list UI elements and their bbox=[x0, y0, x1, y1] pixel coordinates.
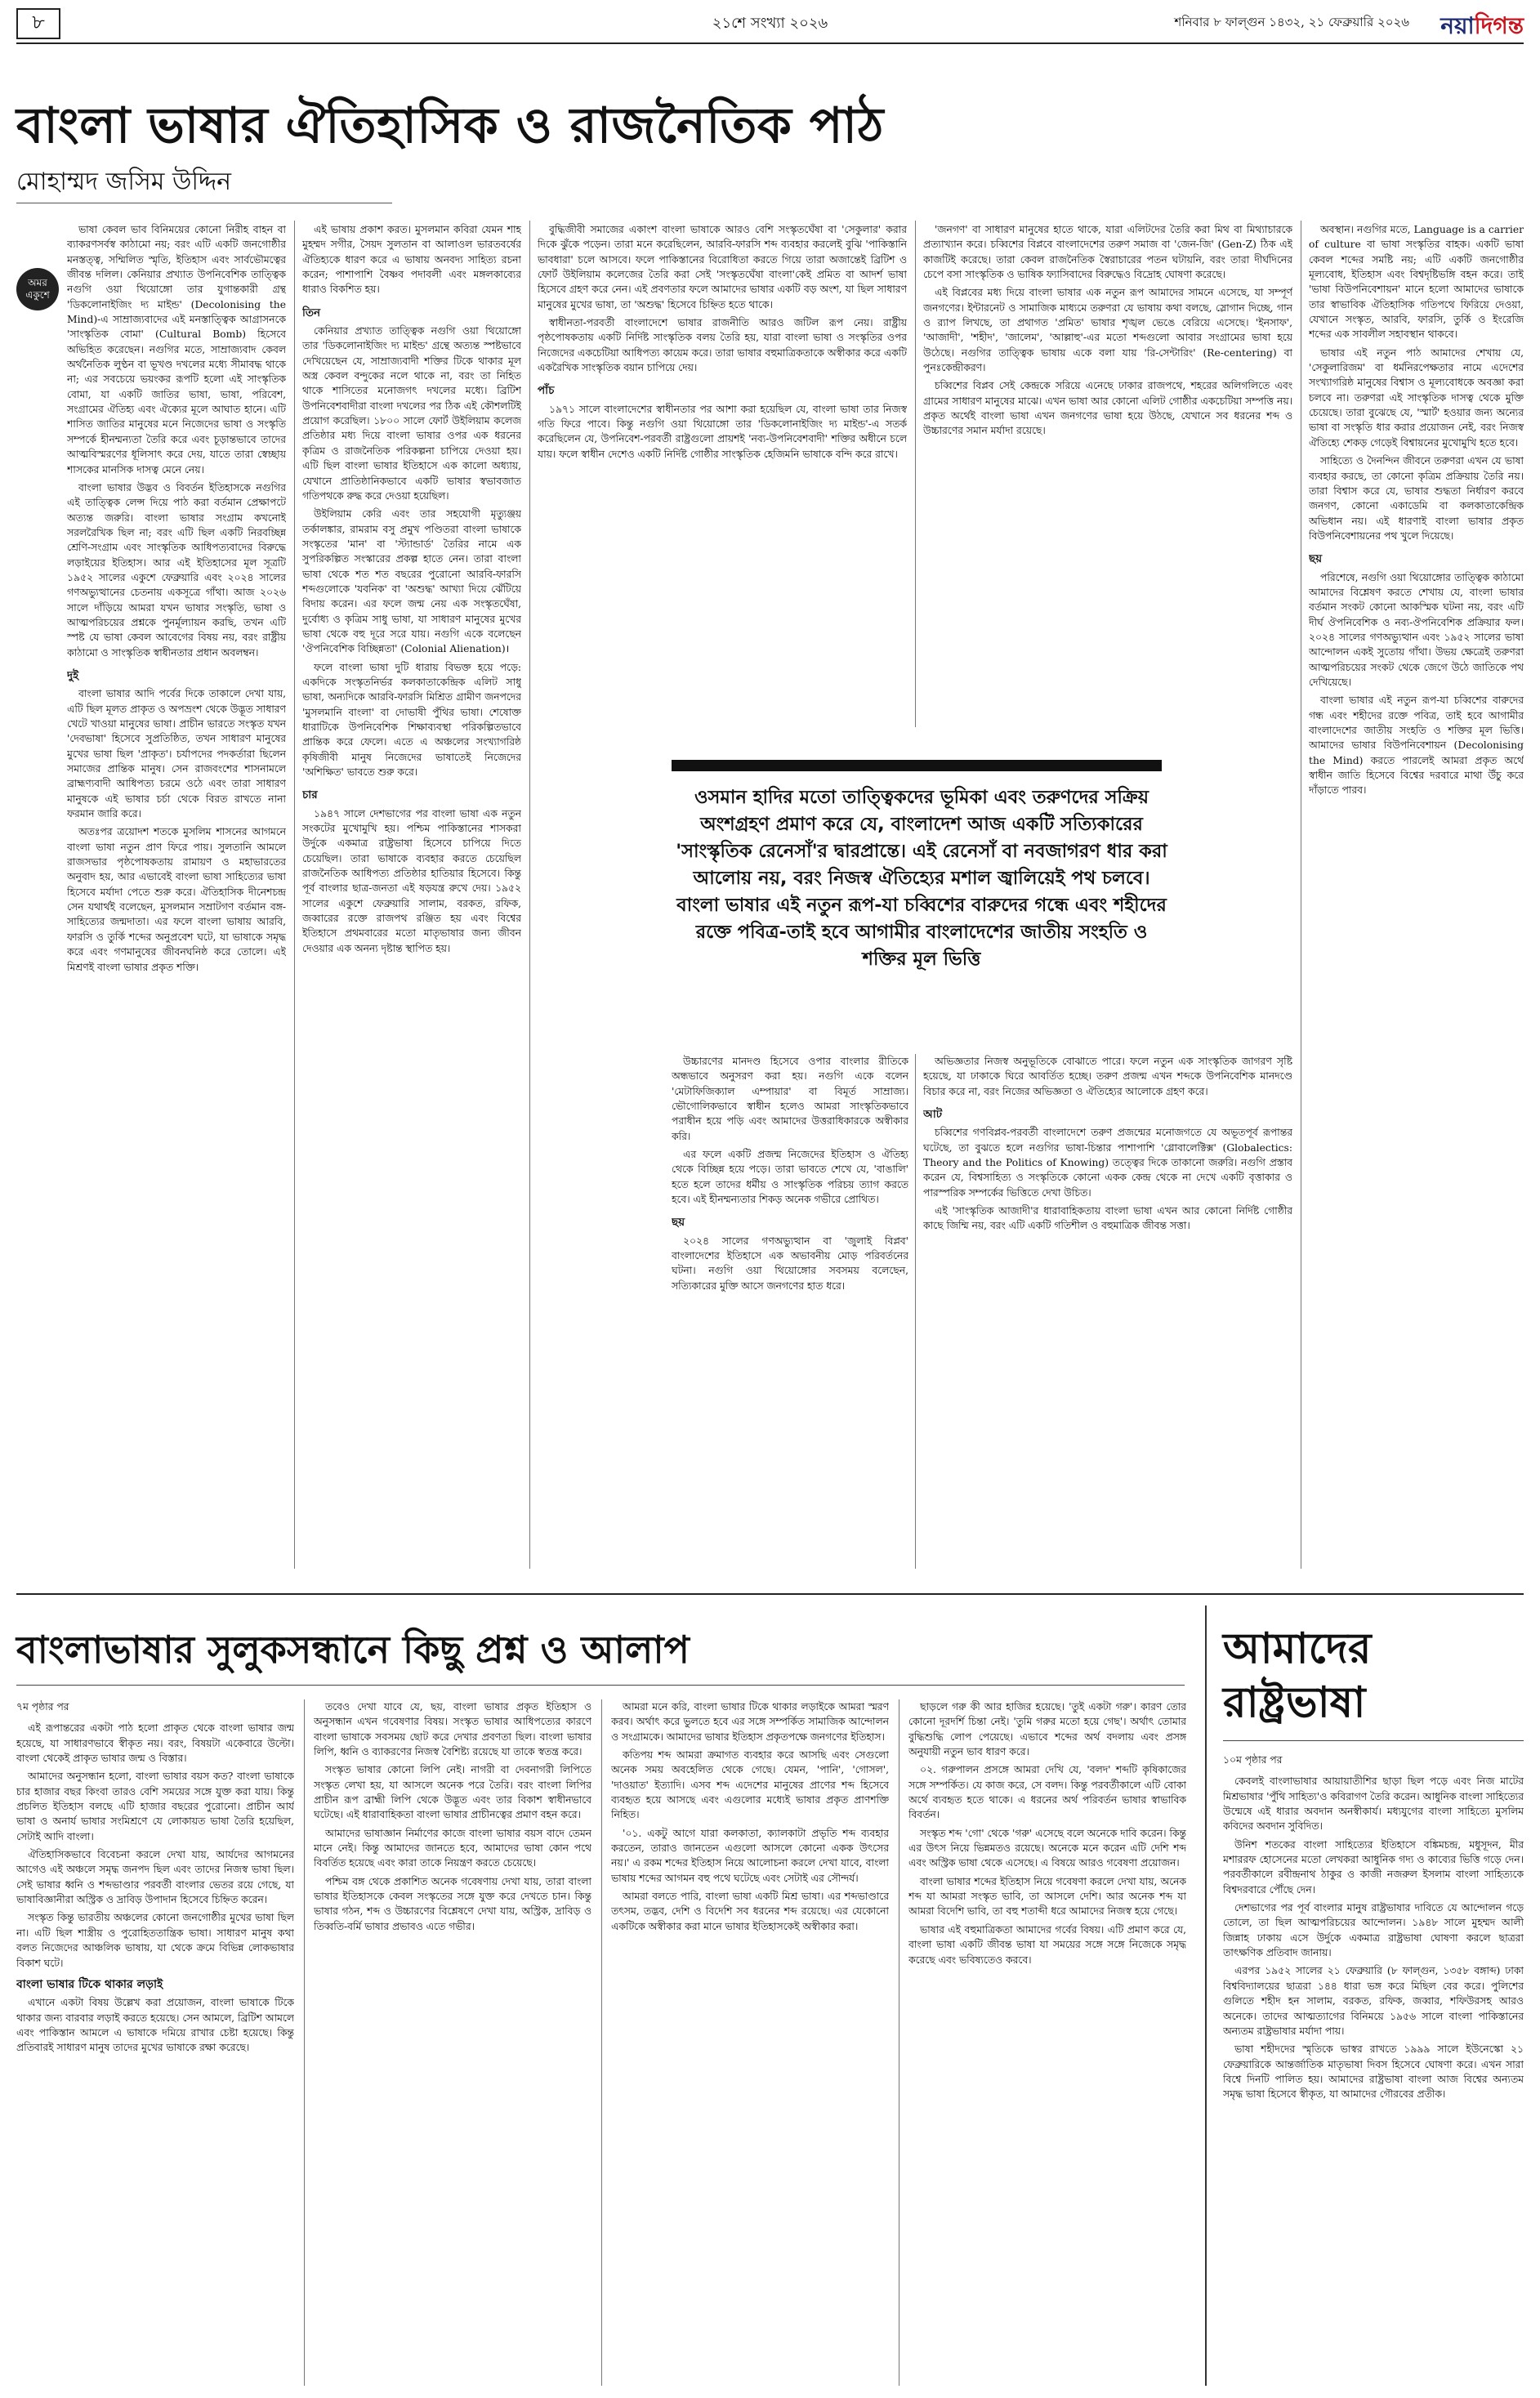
article1-column-5 bbox=[1309, 222, 1524, 1574]
paragraph: স্বাধীনতা-পরবর্তী বাংলাদেশে ভাষার রাজনীতি আরও জটিল রূপ নেয়। রাষ্ট্রীয় পৃষ্ঠপোষকতায় একটি নির্দিষ্ট সাংস্কৃতিক বলয় তৈরি হয়, যারা বাংলা ভাষা ও সংস্কৃতির ওপর নিজেদের একচেটিয়া আধিপত্য কায়েম করে। তারা ভাষার বহুমাত্রিকতাকে অস্বীকার করে একটি একরৈখিক সাংস্কৃতিক বয়ান চাপিয়ে দেয়। bbox=[538, 317, 907, 374]
article2-column-2 bbox=[314, 1699, 591, 2386]
column-divider bbox=[304, 1699, 305, 2386]
paragraph: সাহিত্যে ও দৈনন্দিন জীবনে তরুণরা এখন যে ভাষা ব্যবহার করছে, তা কোনো কৃত্রিম প্রক্রিয়ায় তৈরি নয়। তারা বিশ্বাস করে যে, ভাষার শুদ্ধতা নির্ধারণ করবে জনগণ, কোনো একাডেমি বা কলকাতাকেন্দ্রিক অভিধান নয়। এই ধারণাই বাংলা ভাষার প্রকৃত বিউপনিবেশায়নের পথ খুলে দিয়েছে। bbox=[1309, 455, 1524, 542]
column-divider bbox=[529, 221, 530, 1569]
section-number: আট bbox=[923, 1108, 943, 1122]
column-divider bbox=[915, 1054, 916, 1569]
paragraph: উইলিয়াম কেরি এবং তার সহযোগী মৃত্যুঞ্জয় তর্কালঙ্কার, রামরাম বসু প্রমুখ পণ্ডিতরা বাংলা ভাষাকে সংস্কৃতের 'মান' বা 'স্ট্যান্ডার্ড' তৈরির নামে এক সুপরিকল্পিত সংস্কারের প্রকল্প হাতে নেন। তারা বাংলা ভাষা থেকে শত শত বছরের পুরোনো আরবি-ফারসি শব্দগুলোকে 'যবনিক' বা 'অশুদ্ধ' আখ্যা দিয়ে ঝেঁটিয়ে বিদায় করেন। এর ফলে জন্ম নেয় এক সংস্কৃতঘেঁষা, দুর্বোধ্য ও কৃত্রিম সাধু ভাষা, যা সাধারণ মানুষের মুখের ভাষা থেকে বহু দূরে সরে যায়। নগুগি একে বলেছেন 'ঔপনিবেশিক বিচ্ছিন্নতা' (Colonial Alienation)। bbox=[302, 508, 521, 655]
article1-column-4 bbox=[923, 222, 1292, 721]
paragraph: উচ্চারণের মানদণ্ড হিসেবে ওপার বাংলার রীতিকে অন্ধভাবে অনুসরণ করা হয়। নগুগি একে বলেন 'মেটাফিজিক্যাল এম্পায়ার' বা বিমূর্ত সাম্রাজ্য। ভৌগোলিকভাবে স্বাধীন হলেও আমরা সাংস্কৃতিকভাবে পরাধীন হয়ে পড়ি এবং আমাদের উত্তরাধিকারকে অস্বীকার করি। bbox=[672, 1056, 908, 1142]
section-number: তিন bbox=[302, 306, 321, 319]
issue-label: ২১শে সংখ্যা ২০২৬ bbox=[712, 15, 828, 32]
subheading: বাংলা ভাষার টিকে থাকার লড়াই bbox=[16, 1977, 163, 1991]
article1-column-3-lower bbox=[672, 1054, 908, 1573]
paragraph: কতিপয় শব্দ আমরা ক্রমাগত ব্যবহার করে আসছি এবং সেগুলো অনেক সময় অবহেলিত থেকে গেছে। যেমন, 'পানি', 'গোসল', 'দাওয়াত' ইত্যাদি। এসব শব্দ এদেশের মানুষের প্রাণের শব্দ হিসেবে ব্যবহৃত হয়ে আসছে এবং এগুলোর মধ্যেই ভাষার প্রকৃত প্রাণশক্তি নিহিত। bbox=[611, 1749, 889, 1821]
paragraph: ১৯৭১ সালে বাংলাদেশের স্বাধীনতার পর আশা করা হয়েছিল যে, বাংলা ভাষা তার নিজস্ব গতি ফিরে পাবে। কিন্তু নগুগি ওয়া থিয়োঙ্গো তার 'ডিকলোনাইজিং দ্য মাইন্ড'-এ সতর্ক করেছিলেন যে, উপনিবেশ-পরবর্তী রাষ্ট্রগুলো প্রায়শই 'নব্য-উপনিবেশবাদী' শক্তির অধীনে চলে যায়। ফলে স্বাধীন দেশেও একটি নির্দিষ্ট গোষ্ঠীর সাংস্কৃতিক হেজিমনি ভাষাকে বন্দি করে রাখে। bbox=[538, 403, 907, 460]
paragraph: তবেও দেখা যাবে যে, ছয়, বাংলা ভাষার প্রকৃত ইতিহাস ও অনুসন্ধান এখন গবেষণার বিষয়। সংস্কৃত ভাষার আধিপত্যের কারণে বাংলা ভাষাকে সবসময় ছোট করে দেখার প্রবণতা ছিল। বাংলা ভাষার লিপি, ধ্বনি ও ব্যাকরণের নিজস্ব বৈশিষ্ট্য রয়েছে যা তাকে স্বতন্ত্র করে। bbox=[314, 1701, 591, 1758]
amar-ekushe-badge: অমর একুশে bbox=[16, 268, 59, 310]
pull-quote: ওসমান হাদির মতো তাত্ত্বিকদের ভূমিকা এবং তরুণদের সক্রিয় অংশগ্রহণ প্রমাণ করে যে, বাংলাদেশ আজ একটি সত্যিকারের 'সাংস্কৃতিক রেনেসাঁ'র দ্বারপ্রান্তে। এই রেনেসাঁ বা নবজাগরণ ধার করা আলোয় নয়, বরং নিজস্ব ঐতিহ্যের মশাল জ্বালিয়েই পথ চলবে। বাংলা ভাষার এই নতুন রূপ-যা চব্বিশের বারুদের গন্ধে এবং শহীদের রক্তে পবিত্র-তাই হবে আগামীর বাংলাদেশের জাতীয় সংহতি ও শক্তির মূল ভিত্তি bbox=[676, 787, 1167, 970]
paragraph: উনিশ শতকের বাংলা সাহিত্যের ইতিহাসে বঙ্কিমচন্দ্র, মধুসূদন, মীর মশাররফ হোসেনের মতো লেখকরা আধুনিক গদ্য ও কাব্যের ভিত্তি গড়ে দেন। পরবর্তীকালে রবীন্দ্রনাথ ঠাকুর ও কাজী নজরুল ইসলাম বাংলা সাহিত্যকে বিশ্বদরবারে পৌঁছে দেন। bbox=[1223, 1838, 1524, 1896]
date-label: শনিবার ৮ ফাল্গুন ১৪৩২, ২১ ফেব্রুয়ারি ২০২৬ bbox=[1174, 15, 1409, 29]
section-number: ছয় bbox=[1309, 552, 1323, 566]
article2-column-1 bbox=[16, 1699, 294, 2386]
paragraph: ভাষা কেবল ভাব বিনিময়ের কোনো নিরীহ বাহন বা ব্যাকরণসর্বস্ব কাঠামো নয়; বরং এটি একটি জনগোষ্ঠীর মনস্তত্ত্ব, সম্মিলিত স্মৃতি, ইতিহাস এবং সার্বভৌমত্বের জীবন্ত দলিল। কেনিয়ার প্রখ্যাত উপনিবেশিক তাত্ত্বিক নগুগি ওয়া থিয়োঙ্গো তার যুগান্তকারী গ্রন্থ 'ডিকলোনাইজিং দ্য মাইন্ড' (Decolonising the Mind)-এ সাম্রাজ্যবাদের এই মনস্তাত্ত্বিক আগ্রাসনকে 'সাংস্কৃতিক বোমা' (Cultural Bomb) হিসেবে অভিহিত করেছেন। নগুগির মতে, সাম্রাজ্যবাদ কেবল অর্থনৈতিক লুণ্ঠন বা ভূখণ্ড দখলের মধ্যে সীমাবদ্ধ থাকে না; এর সবচেয়ে ভয়ংকর রূপটি হলো এই সাংস্কৃতিক বোমা, যা একটি জাতির ভাষা, ভাষা, পরিবেশ, সংগ্রামের ঐতিহ্য এবং ঐক্যের মূলে আঘাত হানে। এটি শাসিত জাতির মানুষের মনে নিজেদের ভাষা ও সংস্কৃতি সম্পর্কে হীনম্মন্যতা তৈরি করে এবং চূড়ান্তভাবে তাদের আত্মবিস্মরণের ধূলিসাৎ করে দেয়, যাতে তারা স্বেচ্ছায় শাসকের মানসিক দাসত্ব মেনে নেয়। bbox=[67, 224, 286, 476]
article1-column-3 bbox=[538, 222, 907, 721]
paragraph: কেবলই বাংলাভাষার আয়ায়াতীশির ছাড়া ছিল পড়ে এবং নিজ মাটের মিশ্রভাষার 'পুঁথি সাহিত্য'ও কবিরাগণ তৈরি করেন। আধুনিক বাংলা সাহিত্যের উন্মেষে এই ধারার অবদান অনস্বীকার্য। মধ্যযুগের বাংলা সাহিত্যে মুসলিম কবিদের অবদান সুবিদিত। bbox=[1223, 1775, 1524, 1833]
paragraph: ০২. গরুপালন প্রসঙ্গে আমরা দেখি যে, 'বলদ' শব্দটি কৃষিকাজের সঙ্গে সম্পর্কিত। যে কাজ করে, সে বলদ। কিন্তু পরবর্তীকালে এটি বোকা অর্থে ব্যবহৃত হতে থাকে। এ ধরনের অর্থ পরিবর্তন ভাষার স্বাভাবিক বিবর্তন। bbox=[908, 1764, 1186, 1821]
article3-headline: আমাদের রাষ্ট্রভাষা bbox=[1223, 1624, 1372, 1727]
article2-column-3 bbox=[611, 1699, 889, 2386]
paragraph: অতঃপর ত্রয়োদশ শতকে মুসলিম শাসনের আগমনে বাংলা ভাষা নতুন প্রাণ ফিরে পায়। সুলতানি আমলে রাজসভার পৃষ্ঠপোষকতায় রামায়ণ ও মহাভারতের অনুবাদ হয়, আর এভাবেই বাংলা ভাষা সাহিত্যের ভাষা হিসেবে মর্যাদা পেতে শুরু করে। ঐতিহাসিক দীনেশচন্দ্র সেন যথার্থই বলেছেন, মুসলমান সম্রাটগণ বর্তমান বঙ্গ-সাহিত্যের জন্মদাতা। এর ফলে বাংলা ভাষায় আরবি, ফারসি ও তুর্কি শব্দের অনুপ্রবেশ ঘটে, যা ভাষাকে সমৃদ্ধ করে এবং গণমানুষের জীবনঘনিষ্ঠ করে তোলে। এই মিশ্রণই বাংলা ভাষার প্রকৃত শক্তি। bbox=[67, 826, 286, 973]
article1-column-4-lower bbox=[923, 1054, 1292, 1573]
paragraph: বাংলা ভাষার আদি পর্বের দিকে তাকালে দেখা যায়, এটি ছিল মূলত প্রাকৃত ও অপভ্রংশ থেকে উদ্ভূত সাধারণ খেটে খাওয়া মানুষের ভাষা। প্রাচীন ভারতে সংস্কৃত যখন 'দেবভাষা' হিসেবে সুপ্রতিষ্ঠিত, তখন সাধারণ মানুষের মুখের ভাষা ছিল 'প্রাকৃত'। চর্যাপদের পদকর্তারা ছিলেন সমাজের প্রান্তিক মানুষ। সেন রাজবংশের শাসনামলে ব্রাহ্মণ্যবাদী আধিপত্য চরমে ওঠে এবং তারা সাধারণ মানুষকে এই ভাষার চর্চা থেকে বিরত রাখতে নানা ফরমান জারি করে। bbox=[67, 688, 286, 820]
paragraph: এই বিপ্লবের মধ্য দিয়ে বাংলা ভাষার এক নতুন রূপ আমাদের সামনে এসেছে, যা সম্পূর্ণ জনগণের। ইন্টারনেট ও সামাজিক মাধ্যমে তরুণরা যে ভাষায় কথা বলছে, স্লোগান দিচ্ছে, গান ও র‍্যাপ লিখছে, তা প্রথাগত 'প্রমিত' ভাষার শৃঙ্খল ভেঙে বেরিয়ে এসেছে। 'ইনসাফ', 'আজাদী', 'শহীদ', 'জালেম', 'আল্লাহু'-এর মতো শব্দগুলো আবার সংগ্রামের ভাষা হয়ে উঠেছে। নগুগির তাত্ত্বিক ভাষায় একে বলা যায় 'রি-সেন্টারিং' (Re-centering) বা পুনঃকেন্দ্রীকরণ। bbox=[923, 287, 1292, 374]
section-number: দুই bbox=[67, 668, 79, 682]
paragraph: অবস্থান। নগুগির মতে, Language is a carrier of culture বা ভাষা সংস্কৃতির বাহক। একটি ভাষা কেবল শব্দের সমষ্টি নয়; এটি একটি জনগোষ্ঠীর মূল্যবোধ, ইতিহাস এবং বিশ্বদৃষ্টিভঙ্গি বহন করে। তাই 'ভাষা বিউপনিবেশায়ন' মানে হলো আমাদের ভাষাকে তার স্বাভাবিক ঐতিহাসিক গতিপথে ফিরিয়ে দেওয়া, যেখানে সংস্কৃত, আরবি, ফারসি, তুর্কি ও ইংরেজি শব্দের এক সাবলীল সহাবস্থান থাকবে। bbox=[1309, 224, 1524, 341]
paragraph: ভাষার এই নতুন পাঠ আমাদের শেখায় যে, 'সেকুলারিজম' বা ধর্মনিরপেক্ষতার নামে এদেশের সংখ্যাগরিষ্ঠ মানুষের বিশ্বাস ও মূল্যবোধকে অবজ্ঞা করা চলবে না। তরুণরা এই সাংস্কৃতিক দাসত্ব থেকে মুক্তি চেয়েছে। তারা বুঝেছে যে, 'স্মার্ট' হওয়ার জন্য অন্যের ভাষা বা সংস্কৃতি ধার করার প্রয়োজন নেই, বরং নিজস্ব ঐতিহ্যে শেকড় গেড়েই বিশ্বায়নের মুখোমুখি হতে হবে। bbox=[1309, 346, 1524, 449]
section-number: চার bbox=[302, 788, 318, 802]
headline-rule bbox=[16, 1685, 1185, 1686]
paragraph: পশ্চিম বঙ্গ থেকে প্রকাশিত অনেক গবেষণায় দেখা যায়, তারা বাংলা ভাষার ইতিহাসকে কেবল সংস্কৃতের সঙ্গে যুক্ত করে দেখতে চান। কিন্তু ভাষার গঠন, শব্দ ও উচ্চারণের বিশ্লেষণে দেখা যায়, অস্ট্রিক, দ্রাবিড় ও তিব্বতি-বর্মি ভাষার প্রভাবও এতে গভীর। bbox=[314, 1875, 591, 1932]
paragraph: ২০২৪ সালের গণঅভ্যুত্থান বা 'জুলাই বিপ্লব' বাংলাদেশের ইতিহাসে এক অভাবনীয় মোড় পরিবর্তনের ঘটনা। নগুগি ওয়া থিয়োঙ্গোর সবসময় বলেছেন, সত্যিকারের মুক্তি আসে জনগণের হাত ধরে। bbox=[672, 1235, 908, 1292]
paragraph: এই রূপান্তরের একটা পাঠ হলো প্রাকৃত থেকে বাংলা ভাষার জন্ম হয়েছে, যা সাধারণভাবে স্বীকৃত নয়। বরং, বিষয়টা একেবারে উল্টো। বাংলা থেকেই প্রাকৃত ভাষার জন্ম ও বিস্তার। bbox=[16, 1722, 294, 1765]
header-rule bbox=[16, 42, 1524, 44]
paragraph: '০১. একটু আগে যারা কলকাতা, ক্যালকাটা প্রভৃতি শব্দ ব্যবহার করতেন, তারাও জানতেন এগুলো আসলে কোনো একক উৎসের নয়।' এ রকম শব্দের ইতিহাস নিয়ে আলোচনা করলে দেখা যাবে, বাংলা ভাষায় শব্দের আগমন বহু পথে ঘটেছে এবং সেটাই এর সৌন্দর্য। bbox=[611, 1827, 889, 1884]
column-divider bbox=[915, 221, 916, 727]
section-number: পাঁচ bbox=[538, 384, 555, 398]
paragraph: সংস্কৃত কিন্তু ভারতীয় অঞ্চলের কোনো জনগোষ্ঠীর মুখের ভাষা ছিল না। এটি ছিল শাস্ত্রীয় ও পুরোহিততান্ত্রিক ভাষা। সাধারণ মানুষ কথা বলত নিজেদের আঞ্চলিক ভাষায়, যা থেকে ক্রমে বিভিন্ন লোকভাষার বিকাশ ঘটে। bbox=[16, 1912, 294, 1969]
paragraph: আমাদের ভাষাজ্ঞান নির্মাণের কাজে বাংলা ভাষার বয়স বাদে তেমন মানে নেই। কিন্তু আমাদের জানতে হবে, আমাদের ভাষা কোন পথে বিবর্তিত হয়েছে এবং কারা তাকে নিয়ন্ত্রণ করতে চেয়েছে। bbox=[314, 1827, 591, 1869]
paragraph: এর ফলে একটি প্রজন্ম নিজেদের ইতিহাস ও ঐতিহ্য থেকে বিচ্ছিন্ন হয়ে পড়ে। তারা ভাবতে শেখে যে, 'বাঙালি' হতে হলে তাদের ধর্মীয় ও সাংস্কৃতিক পরিচয় ত্যাগ করতে হবে। এই হীনম্মন্যতার শিকড় অনেক গভীরে প্রোথিত। bbox=[672, 1149, 908, 1206]
paragraph: বাংলা ভাষার উদ্ভব ও বিবর্তন ইতিহাসকে নগুগির এই তাত্ত্বিক লেন্স দিয়ে পাঠ করা বর্তমান প্রেক্ষাপটে অত্যন্ত জরুরি। বাংলা ভাষার সংগ্রাম কখনোই সরলরৈখিক ছিল না; বরং এটি ছিল একটি নিরবচ্ছিন্ন শ্রেণি-সংগ্রাম এবং সাংস্কৃতিক আধিপত্যবাদের বিরুদ্ধে লড়াইয়ের ইতিহাস। আর এই ইতিহাসের মূল সূত্রটি ১৯৫২ সালের একুশে ফেব্রুয়ারি এবং ২০২৪ সালের গণঅভ্যুত্থানের চেতনায় একসূত্রে গাঁথা। আজ ২০২৬ সালে দাঁড়িয়ে আমরা যখন ভাষার সংস্কৃতি, ভাষা ও আত্মপরিচয়ের প্রশ্নকে পুনর্মূল্যায়ন করছি, তখন এটি স্পষ্ট যে ভাষা কেবল আবেগের বিষয় নয়, বরং রাষ্ট্রীয় কাঠামো ও সাংস্কৃতিক স্বাধীনতার প্রধান অবলম্বন। bbox=[67, 481, 286, 659]
paragraph: দেশভাগের পর পূর্ব বাংলার মানুষ রাষ্ট্রভাষার দাবিতে যে আন্দোলন গড়ে তোলে, তা ছিল আত্মপরিচয়ের আন্দোলন। ১৯৪৮ সালে মুহম্মদ আলী জিন্নাহ ঢাকায় এসে উর্দুকে একমাত্র রাষ্ট্রভাষা ঘোষণা করলে ছাত্ররা তাৎক্ষণিক প্রতিবাদ জানায়। bbox=[1223, 1902, 1524, 1959]
paragraph: ছাড়লে গরু কী আর হাজির হয়েছে। 'তুই একটা গরু'। কারণ তোর কোনো দূরদর্শি চিন্তা নেই। 'তুমি গরুর মতো হয়ে গেছ'। অর্থাৎ তোমার বুদ্ধিশুদ্ধি লোপ পেয়েছে। এভাবে শব্দের অর্থ বদলায় এবং প্রসঙ্গ অনুযায়ী নতুন ভাব ধারণ করে। bbox=[908, 1701, 1186, 1758]
paragraph: 'জনগণ' বা সাধারণ মানুষের হাতে থাকে, যারা এলিটদের তৈরি করা মিথ বা মিথ্যাচারকে প্রত্যাখ্যান করে। চব্বিশের বিপ্লবে বাংলাদেশের তরুণ সমাজ বা 'জেন-জি' (Gen-Z) ঠিক এই কাজটিই করেছে। তারা কেবল রাজনৈতিক স্বৈরাচারের পতন ঘটায়নি, বরং তারা দীর্ঘদিনের চেপে বসা সাংস্কৃতিক ও ভাষিক ফ্যাসিবাদের বিরুদ্ধেও বিদ্রোহ ঘোষণা করেছে। bbox=[923, 224, 1292, 281]
paragraph: এই ভাষায় প্রকাশ করত। মুসলমান কবিরা যেমন শাহ মুহম্মদ সগীর, সৈয়দ সুলতান বা আলাওল ভারতবর্ষের ঐতিহ্যকে ধারণ করে এ ভাষায় অনবদ্য সাহিত্য রচনা করেন; পাশাপাশি বৈষ্ণব পদাবলী এবং মঙ্গলকাব্যের ধারাও বিকশিত হয়। bbox=[302, 224, 521, 296]
continued-from: ১০ম পৃষ্ঠার পর bbox=[1223, 1754, 1283, 1766]
paragraph: এখানে একটা বিষয় উল্লেখ করা প্রয়োজন, বাংলা ভাষাকে টিকে থাকার জন্য বারবার লড়াই করতে হয়েছে। সেন আমলে, ব্রিটিশ আমলে এবং পাকিস্তান আমলে এ ভাষাকে দমিয়ে রাখার চেষ্টা হয়েছে। কিন্তু প্রতিবারই সাধারণ মানুষ তাদের মুখের ভাষাকে রক্ষা করেছে। bbox=[16, 1997, 294, 2054]
paragraph: আমরা মনে করি, বাংলা ভাষার টিকে থাকার লড়াইকে আমরা স্মরণ করব। অর্থাৎ করে ভুলতে হবে এর সঙ্গে সম্পর্কিত সামাজিক আন্দোলন ও সংগ্রামকে। আমাদের ভাষার ইতিহাস প্রকৃতপক্ষে জনগণের ইতিহাস। bbox=[611, 1701, 889, 1743]
paragraph: আমরা বলতে পারি, বাংলা ভাষা একটি মিশ্র ভাষা। এর শব্দভাণ্ডারে তৎসম, তদ্ভব, দেশি ও বিদেশি সব ধরনের শব্দ রয়েছে। এর যেকোনো একটিকে অস্বীকার করা মানে ভাষার ইতিহাসকেই অস্বীকার করা। bbox=[611, 1891, 889, 1932]
paragraph: সংস্কৃত ভাষার কোনো লিপি নেই। নাগরী বা দেবনাগরী লিপিতে সংস্কৃত লেখা হয়, যা আসলে অনেক পরে তৈরি। বরং বাংলা লিপির প্রাচীন রূপ ব্রাহ্মী লিপি থেকে উদ্ভূত এবং তার বিকাশ স্বাধীনভাবে ঘটেছে। এই ধারাবাহিকতা বাংলা ভাষার প্রাচীনত্বের প্রমাণ বহন করে। bbox=[314, 1764, 591, 1821]
paragraph: অভিজ্ঞতার নিজস্ব অনুভূতিকে বোঝাতে পারে। ফলে নতুন এক সাংস্কৃতিক জাগরণ সৃষ্টি হয়েছে, যা ঢাকাকে ঘিরে আবর্তিত হচ্ছে। তরুণ প্রজন্ম এখন শব্দকে উপনিবেশিক মানদণ্ডে বিচার করে না, বরং নিজের অভিজ্ঞতা ও ঐতিহ্যের আলোকে গ্রহণ করে। bbox=[923, 1056, 1292, 1097]
paragraph: চব্বিশের গণবিপ্লব-পরবর্তী বাংলাদেশে তরুণ প্রজন্মের মনোজগতে যে অভূতপূর্ব রূপান্তর ঘটেছে, তা বুঝতে হলে নগুগির ভাষা-চিন্তার পাশাপাশি 'গ্লোবালেক্টিক্স' (Globalectics: Theory and the Politics of Knowing) তত্ত্বের দিকে তাকানো জরুরি। নগুগি প্রস্তাব করেন যে, বিশ্বসাহিত্য ও সংস্কৃতিকে কোনো একক কেন্দ্র থেকে না দেখে একটি বৃত্তাকার ও পারস্পরিক সম্পর্কের ভিত্তিতে দেখা উচিত। bbox=[923, 1127, 1292, 1199]
pull-quote-bar bbox=[672, 760, 1162, 771]
continued-from: ৭ম পৃষ্ঠার পর bbox=[16, 1701, 69, 1713]
paragraph: এই 'সাংস্কৃতিক আজাদী'র ধারাবাহিকতায় বাংলা ভাষা এখন আর কোনো নির্দিষ্ট গোষ্ঠীর কাছে জিম্মি নয়, বরং এটি একটি গতিশীল ও বহুমাত্রিক জীবন্ত সত্তা। bbox=[923, 1205, 1292, 1232]
section-divider bbox=[1205, 1605, 1207, 2386]
column-divider bbox=[294, 221, 295, 1569]
paragraph: ভাষা শহীদদের স্মৃতিকে ভাস্বর রাখতে ১৯৯৯ সালে ইউনেস্কো ২১ ফেব্রুয়ারিকে আন্তর্জাতিক মাতৃভাষা দিবস হিসেবে ঘোষণা করে। এখন সারা বিশ্বে দিনটি পালিত হয়। আমাদের রাষ্ট্রভাষা বাংলা আজ বিশ্বের অন্যতম সমৃদ্ধ ভাষা হিসেবে স্বীকৃত, যা আমাদের গৌরবের প্রতীক। bbox=[1223, 2043, 1524, 2101]
article1-headline: বাংলা ভাষার ঐতিহাসিক ও রাজনৈতিক পাঠ bbox=[16, 97, 884, 154]
paragraph: কেনিয়ার প্রখ্যাত তাত্ত্বিক নগুগি ওয়া থিয়োঙ্গো তার 'ডিকলোনাইজিং দ্য মাইন্ড' গ্রন্থে অত্যন্ত স্পষ্টভাবে দেখিয়েছেন যে, সাম্রাজ্যবাদী শক্তির টিকে থাকার মূল অস্ত্র কেবল বন্দুকের নলে থাকে না, বরং তা নিহিত থাকে শাসিতের মনোজগৎ দখলের মধ্যে। ব্রিটিশ উপনিবেশবাদীরা বাংলা দখলের পর ঠিক এই কৌশলটিই প্রয়োগ করেছিল। ১৮০০ সালে ফোর্ট উইলিয়াম কলেজ প্রতিষ্ঠার মধ্য দিয়ে বাংলা ভাষার ওপর এক ধরনের কৃত্রিম ও রাজনৈতিক পরিকল্পনা চাপিয়ে দেওয়া হয়। এটি ছিল বাংলা ভাষার ইতিহাসে এক কালো অধ্যায়, যেখানে প্রাতিষ্ঠানিকভাবে একটি ভাষার স্বভাবজাত গতিপথকে রুদ্ধ করে দেওয়া হয়েছিল। bbox=[302, 325, 521, 502]
article1-column-2 bbox=[302, 222, 521, 1574]
section-number: ছয় bbox=[672, 1216, 685, 1230]
paragraph: পরিশেষে, নগুগি ওয়া থিয়োঙ্গোর তাত্ত্বিক কাঠামো আমাদের বিশ্লেষণ করতে শেখায় যে, বাংলা ভাষার বর্তমান সংকট কোনো আকস্মিক ঘটনা নয়, বরং এটি দীর্ঘ ঔপনিবেশিক ও নব্য-ঔপনিবেশিক প্রক্রিয়ার ফল। ২০২৪ সালের গণঅভ্যুত্থান এবং ১৯৫২ সালের ভাষা আন্দোলন একই সুতোয় গাঁথা। উভয় ক্ষেত্রেই তরুণরা আত্মপরিচয়ের সংকট থেকে জেগে উঠে জাতিকে পথ দেখিয়েছে। bbox=[1309, 571, 1524, 688]
article2-column-4 bbox=[908, 1699, 1186, 2386]
paragraph: বাংলা ভাষার শব্দের ইতিহাস নিয়ে গবেষণা করলে দেখা যায়, অনেক শব্দ যা আমরা সংস্কৃত ভাবি, তা আসলে দেশি। আর অনেক শব্দ যা আমরা বিদেশি ভাবি, তা বহু শতাব্দী ধরে আমাদের নিজস্ব হয়ে গেছে। bbox=[908, 1875, 1186, 1918]
paragraph: এরপর ১৯৫২ সালের ২১ ফেব্রুয়ারি (৮ ফাল্গুন, ১৩৫৮ বঙ্গাব্দ) ঢাকা বিশ্ববিদ্যালয়ের ছাত্ররা ১৪৪ ধারা ভঙ্গ করে মিছিল বের করে। পুলিশের গুলিতে শহীদ হন সালাম, বরকত, রফিক, জব্বার, শফিউরসহ আরও অনেকে। তাদের আত্মত্যাগের বিনিময়ে ১৯৫৬ সালে বাংলা পাকিস্তানের অন্যতম রাষ্ট্রভাষার মর্যাদা পায়। bbox=[1223, 1965, 1524, 2037]
paragraph: ফলে বাংলা ভাষা দুটি ধারায় বিভক্ত হয়ে পড়ে: একদিকে সংস্কৃতনির্ভর কলকাতাকেন্দ্রিক এলিট সাধু ভাষা, অন্যদিকে আরবি-ফারসি মিশ্রিত গ্রামীণ জনপদের 'মুসলমানি বাংলা' বা দোভাষী পুঁথির ভাষা। শেষোক্ত ধারাটিকে উপনিবেশিক শিক্ষাব্যবস্থা পরিকল্পিতভাবে প্রান্তিক করে ফেলে। এতে এ অঞ্চলের সংখ্যাগরিষ্ঠ কৃষিজীবী মানুষ নিজেদের ভাষাতেই নিজেদের 'অশিক্ষিত' ভাবতে শুরু করে। bbox=[302, 661, 521, 779]
article1-byline: মোহাম্মদ জসিম উদ্দিন bbox=[16, 167, 232, 196]
headline-rule bbox=[1223, 1740, 1524, 1741]
column-divider bbox=[601, 1699, 602, 2386]
article1-column-1 bbox=[67, 222, 286, 1574]
paragraph: ভাষার এই বহুমাত্রিকতা আমাদের গর্বের বিষয়। এটি প্রমাণ করে যে, বাংলা ভাষা একটি জীবন্ত ভাষা যা সময়ের সঙ্গে সঙ্গে নিজেকে সমৃদ্ধ করেছে এবং ভবিষ্যতেও করবে। bbox=[908, 1923, 1186, 1966]
section-separator bbox=[16, 1593, 1524, 1595]
logo-main: নয়া bbox=[1440, 12, 1475, 39]
paragraph: ১৯৪৭ সালে দেশভাগের পর বাংলা ভাষা এক নতুন সংকটের মুখোমুখি হয়। পশ্চিম পাকিস্তানের শাসকরা উর্দুকে একমাত্র রাষ্ট্রভাষা হিসেবে চাপিয়ে দিতে চেয়েছিল। তারা ভাষাকে ব্যবহার করতে চেয়েছিল রাজনৈতিক আধিপত্য প্রতিষ্ঠার হাতিয়ার হিসেবে। কিন্তু পূর্ব বাংলার ছাত্র-জনতা এই ষড়যন্ত্র রুখে দেয়। ১৯৫২ সালের একুশে ফেব্রুয়ারি সালাম, বরকত, রফিক, জব্বারের রক্তে রাজপথ রঞ্জিত হয় এবং বিশ্বের ইতিহাসে প্রথমবারের মতো মাতৃভাষার জন্য জীবন দেওয়ার এক অনন্য দৃষ্টান্ত স্থাপিত হয়। bbox=[302, 807, 521, 954]
paragraph: ঐতিহাসিকভাবে বিবেচনা করলে দেখা যায়, আর্যদের আগমনের আগেও এই অঞ্চলে সমৃদ্ধ জনপদ ছিল এবং তাদের নিজস্ব ভাষা ছিল। সেই ভাষার ধ্বনি ও শব্দভাণ্ডার পরবর্তী বাংলার ভেতর রয়ে গেছে, যা ভাষাবিজ্ঞানীরা অস্ট্রিক ও দ্রাবিড় উপাদান হিসেবে চিহ্নিত করেন। bbox=[16, 1849, 294, 1906]
article2-headline: বাংলাভাষার সুলুকসন্ধানে কিছু প্রশ্ন ও আলাপ bbox=[16, 1628, 690, 1672]
logo-accent: দিগন্ত bbox=[1474, 12, 1524, 39]
paragraph: বাংলা ভাষার এই নতুন রূপ-যা চব্বিশের বারুদের গন্ধ এবং শহীদের রক্তে পবিত্র, তাই হবে আগামীর বাংলাদেশের জাতীয় সংহতি ও শক্তির মূল ভিত্তি। আমাদের ভাষার বিউপনিবেশায়ন (Decolonising the Mind) করতে পারলেই আমরা প্রকৃত অর্থে স্বাধীন জাতি হিসেবে বিশ্বের দরবারে মাথা উঁচু করে দাঁড়াতে পারব। bbox=[1309, 694, 1524, 797]
paragraph: বুদ্ধিজীবী সমাজের একাংশ বাংলা ভাষাকে আরও বেশি সংস্কৃতঘেঁষা বা 'সেকুলার' করার দিকে ঝুঁকে পড়েন। তারা মনে করেছিলেন, আরবি-ফারসি শব্দ ব্যবহার করলেই বুঝি 'পাকিস্তানি ভাবধারা' চলে আসবে। ফলে পাকিস্তানের বিরোধিতা করতে গিয়ে তারা অজান্তেই ব্রিটিশ ও ফোর্ট উইলিয়াম কলেজের তৈরি করা সেই 'সংস্কৃতঘেঁষা বাংলা'কেই প্রমিত বা আদর্শ ভাষা হিসেবে গ্রহণ করে নেন। এই প্রবণতার ফলে আমাদের ভাষার একটি বড় অংশ, যা ছিল সাধারণ মানুষের মুখের ভাষা, তা 'অশুদ্ধ' হিসেবে চিহ্নিত হতে থাকে। bbox=[538, 224, 907, 310]
paragraph: আমাদের অনুসন্ধান হলো, বাংলা ভাষার বয়স কত? বাংলা ভাষাকে চার হাজার বছর কিংবা তারও বেশি সময়ের সঙ্গে যুক্ত করা যায়। কিন্তু প্রচলিত ইতিহাস বলছে এটি হাজার বছরের পুরোনো। প্রাচীন আর্য ভাষা ও অনার্য ভাষার সংমিশ্রণে যে লোকায়ত ভাষা তৈরি হয়েছিল, সেটাই আদি বাংলা। bbox=[16, 1771, 294, 1842]
newspaper-logo[interactable] bbox=[1440, 8, 1524, 47]
paragraph: সংস্কৃত শব্দ 'গো' থেকে 'গরু' এসেছে বলে অনেকে দাবি করেন। কিন্তু এর উৎস নিয়ে ভিন্নমতও রয়েছে। অনেকে মনে করেন এটি দেশি শব্দ এবং অস্ট্রিক ভাষা থেকে এসেছে। এ বিষয়ে আরও গবেষণা প্রয়োজন। bbox=[908, 1827, 1186, 1869]
page-number: ৮ bbox=[16, 8, 60, 39]
paragraph: চব্বিশের বিপ্লব সেই কেন্দ্রকে সরিয়ে এনেছে ঢাকার রাজপথে, শহরের অলিগলিতে এবং গ্রামের সাধারণ মানুষের মাঝে। এখন ভাষা আর কোনো এলিট গোষ্ঠীর একচেটিয়া সম্পত্তি নয়। প্রকৃত অর্থেই বাংলা ভাষা এখন জনগণের ভাষা হয়ে উঠছে, যেখানে সব ধরনের শব্দ ও উচ্চারণের সমান মর্যাদা রয়েছে। bbox=[923, 380, 1292, 437]
article3-column bbox=[1223, 1753, 1524, 2386]
